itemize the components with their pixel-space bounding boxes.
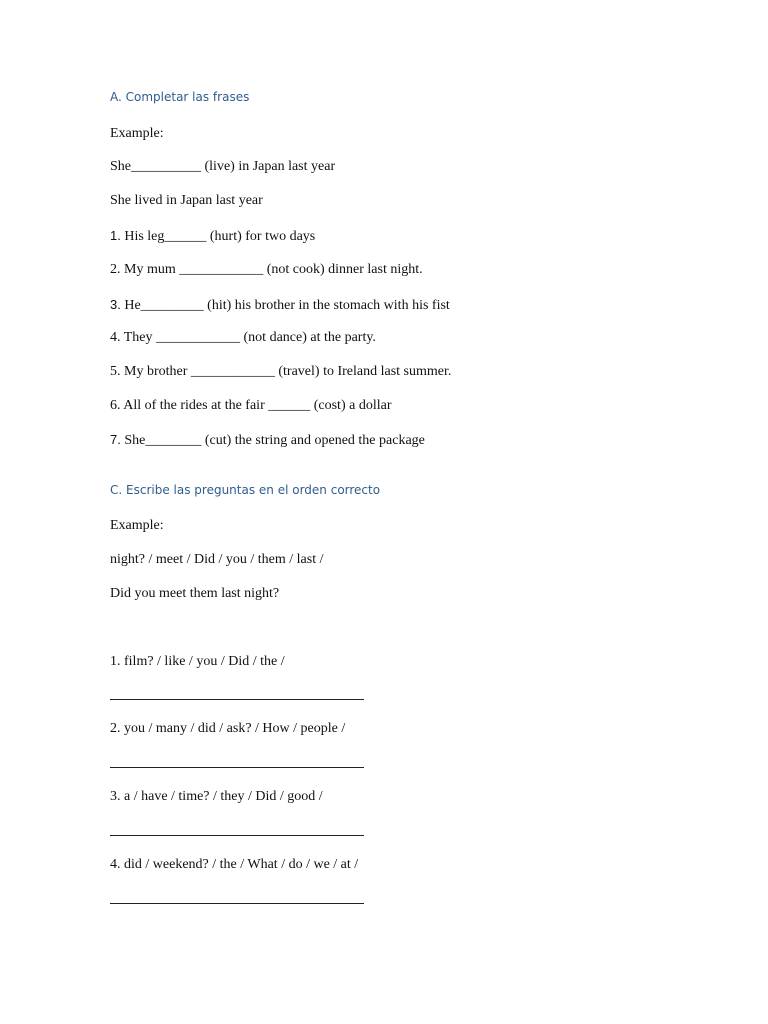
answer-line-1[interactable]	[110, 699, 364, 700]
section-c-item-2: 2. you / many / did / ask? / How / people /	[110, 721, 346, 736]
item-text: She________ (cut) the string and opened the package	[120, 433, 425, 448]
section-a-heading: A. Completar las frases	[110, 90, 250, 104]
section-c-item-4: 4. did / weekend? / the / What / do / we / at /	[110, 857, 359, 872]
item-text: All of the rides at the fair ______ (cost) a dollar	[120, 398, 392, 413]
item-number: 2.	[110, 262, 121, 277]
section-c-example-answer: Did you meet them last night?	[110, 586, 280, 601]
item-text: My brother ____________ (travel) to Ireland last summer.	[120, 364, 452, 379]
section-a-item-4	[110, 330, 376, 346]
section-a-item-6	[110, 398, 391, 414]
item-number: 4.	[110, 330, 121, 345]
section-c-example-label: Example:	[110, 518, 164, 533]
item-text: My mum ____________ (not cook) dinner last night.	[120, 262, 423, 277]
answer-line-3[interactable]	[110, 835, 364, 836]
section-a-item-3	[110, 297, 450, 314]
section-a-example-answer: She lived in Japan last year	[110, 193, 263, 208]
answer-line-2[interactable]	[110, 767, 364, 768]
section-a-item-5	[110, 364, 451, 380]
section-a-item-7	[110, 432, 425, 449]
item-number: 7.	[110, 432, 121, 447]
section-a-item-1	[110, 228, 315, 245]
section-a-example-label: Example:	[110, 126, 164, 141]
section-a-example-prompt: She__________ (live) in Japan last year	[110, 159, 336, 174]
section-c-item-3: 3. a / have / time? / they / Did / good /	[110, 789, 323, 804]
section-c-heading: C. Escribe las preguntas en el orden correcto	[110, 483, 381, 497]
item-text: They ____________ (not dance) at the party.	[120, 330, 376, 345]
section-c-example-prompt: night? / meet / Did / you / them / last /	[110, 552, 324, 567]
answer-line-4[interactable]	[110, 903, 364, 904]
item-number: 5.	[110, 364, 121, 379]
item-number: 6.	[110, 398, 121, 413]
section-c-item-1: 1. film? / like / you / Did / the /	[110, 654, 285, 669]
item-number: 3.	[110, 297, 121, 312]
item-text: He_________ (hit) his brother in the stomach with his fist	[120, 298, 450, 313]
item-text: His leg______ (hurt) for two days	[120, 229, 316, 244]
section-a-item-2	[110, 262, 423, 278]
item-number: 1.	[110, 228, 121, 243]
